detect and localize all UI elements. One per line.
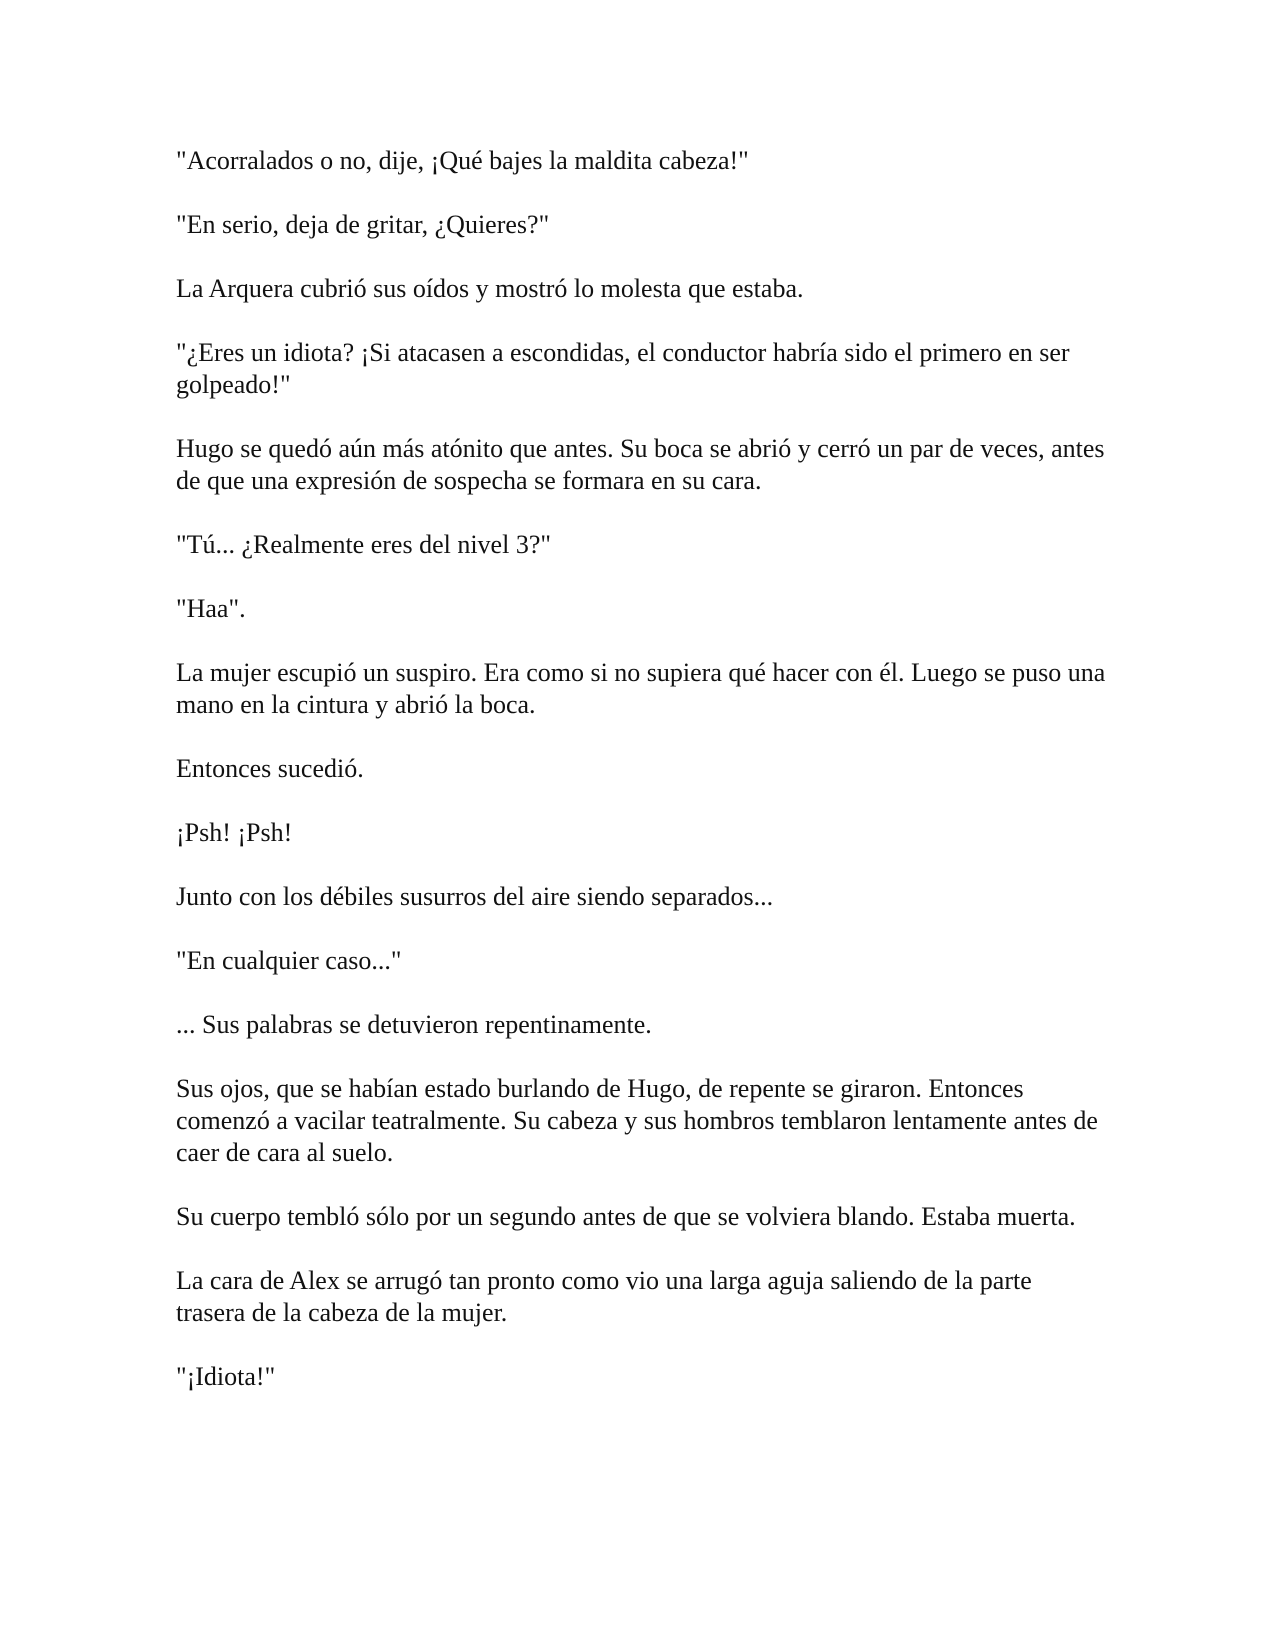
body-text (176, 145, 1106, 1425)
paragraph: Hugo se quedó aún más atónito que antes. Su boca se abrió y cerró un par de veces, antes de que una expresión de sospecha se formara en su cara. (176, 434, 1105, 495)
paragraph: Sus ojos, que se habían estado burlando de Hugo, de repente se giraron. Entonces comenzó a vacilar teatralmente. Su cabeza y sus hombros temblaron lentamente antes de caer de cara al suelo. (176, 1074, 1098, 1167)
paragraph: La cara de Alex se arrugó tan pronto como vio una larga aguja saliendo de la parte trasera de la cabeza de la mujer. (176, 1266, 1032, 1327)
paragraph: Su cuerpo tembló sólo por un segundo antes de que se volviera blando. Estaba muerta. (176, 1202, 1076, 1231)
paragraph: "¡Idiota!" (176, 1362, 276, 1391)
paragraph: "Acorralados o no, dije, ¡Qué bajes la maldita cabeza!" (176, 146, 749, 175)
paragraph: "¿Eres un idiota? ¡Si atacasen a escondidas, el conductor habría sido el primero en ser golpeado!" (176, 338, 1070, 399)
paragraph: "Tú... ¿Realmente eres del nivel 3?" (176, 530, 551, 559)
paragraph: La Arquera cubrió sus oídos y mostró lo molesta que estaba. (176, 274, 804, 303)
paragraph: "Haa". (176, 594, 246, 623)
paragraph: La mujer escupió un suspiro. Era como si no supiera qué hacer con él. Luego se puso una mano en la cintura y abrió la boca. (176, 658, 1106, 719)
paragraph: Entonces sucedió. (176, 754, 364, 783)
paragraph: ¡Psh! ¡Psh! (176, 818, 293, 847)
paragraph: "En serio, deja de gritar, ¿Quieres?" (176, 210, 550, 239)
paragraph: ... Sus palabras se detuvieron repentinamente. (176, 1010, 652, 1039)
paragraph: Junto con los débiles susurros del aire siendo separados... (176, 882, 774, 911)
paragraph: "En cualquier caso..." (176, 946, 402, 975)
